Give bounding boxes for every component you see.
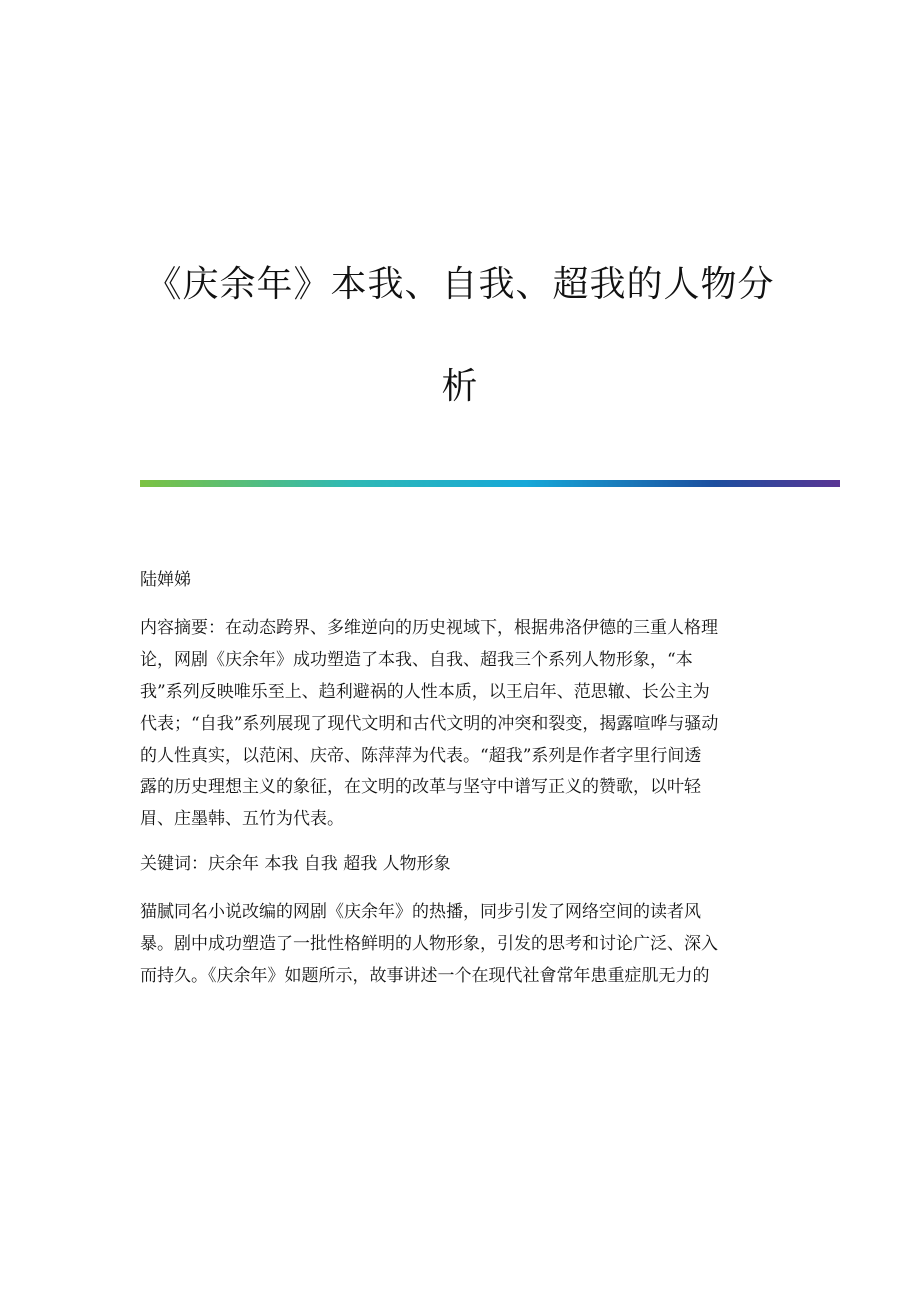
body-paragraph	[140, 897, 800, 993]
abstract-line: 眉、庄墨韩、五竹为代表。	[140, 809, 344, 830]
abstract-line: 内容摘要：在动态跨界、多维逆向的历史视域下，根据弗洛伊德的三重人格理	[140, 617, 718, 638]
author-name: 陆婵娣	[140, 570, 191, 590]
abstract-line: 我”系列反映唯乐至上、趋利避祸的人性本质，以王启年、范思辙、长公主为	[140, 681, 710, 702]
abstract-line: 的人性真实，以范闲、庆帝、陈萍萍为代表。“超我”系列是作者字里行间透	[140, 745, 702, 766]
abstract-paragraph	[140, 613, 800, 836]
abstract-line: 论，网剧《庆余年》成功塑造了本我、自我、超我三个系列人物形象，“本	[140, 649, 693, 670]
body-line: 暴。剧中成功塑造了一批性格鲜明的人物形象，引发的思考和讨论广泛、深入	[140, 934, 718, 955]
keywords-line: 关键词：庆余年 本我 自我 超我 人物形象	[140, 854, 451, 875]
document-body	[140, 565, 800, 993]
document-title	[120, 234, 800, 438]
abstract-line: 代表；“自我”系列展现了现代文明和古代文明的冲突和裂变，揭露喧哗与骚动	[140, 713, 719, 734]
body-line: 猫腻同名小说改编的网剧《庆余年》的热播，同步引发了网络空间的读者风	[140, 902, 701, 923]
gradient-divider	[140, 480, 840, 487]
title-line: 析	[441, 366, 479, 408]
title-line: 《庆余年》本我、自我、超我的人物分	[145, 264, 775, 306]
body-line: 而持久。《庆余年》如题所示，故事讲述一个在现代社會常年患重症肌无力的	[140, 965, 710, 986]
abstract-line: 露的历史理想主义的象征，在文明的改革与坚守中谱写正义的赞歌，以叶轻	[140, 777, 701, 798]
